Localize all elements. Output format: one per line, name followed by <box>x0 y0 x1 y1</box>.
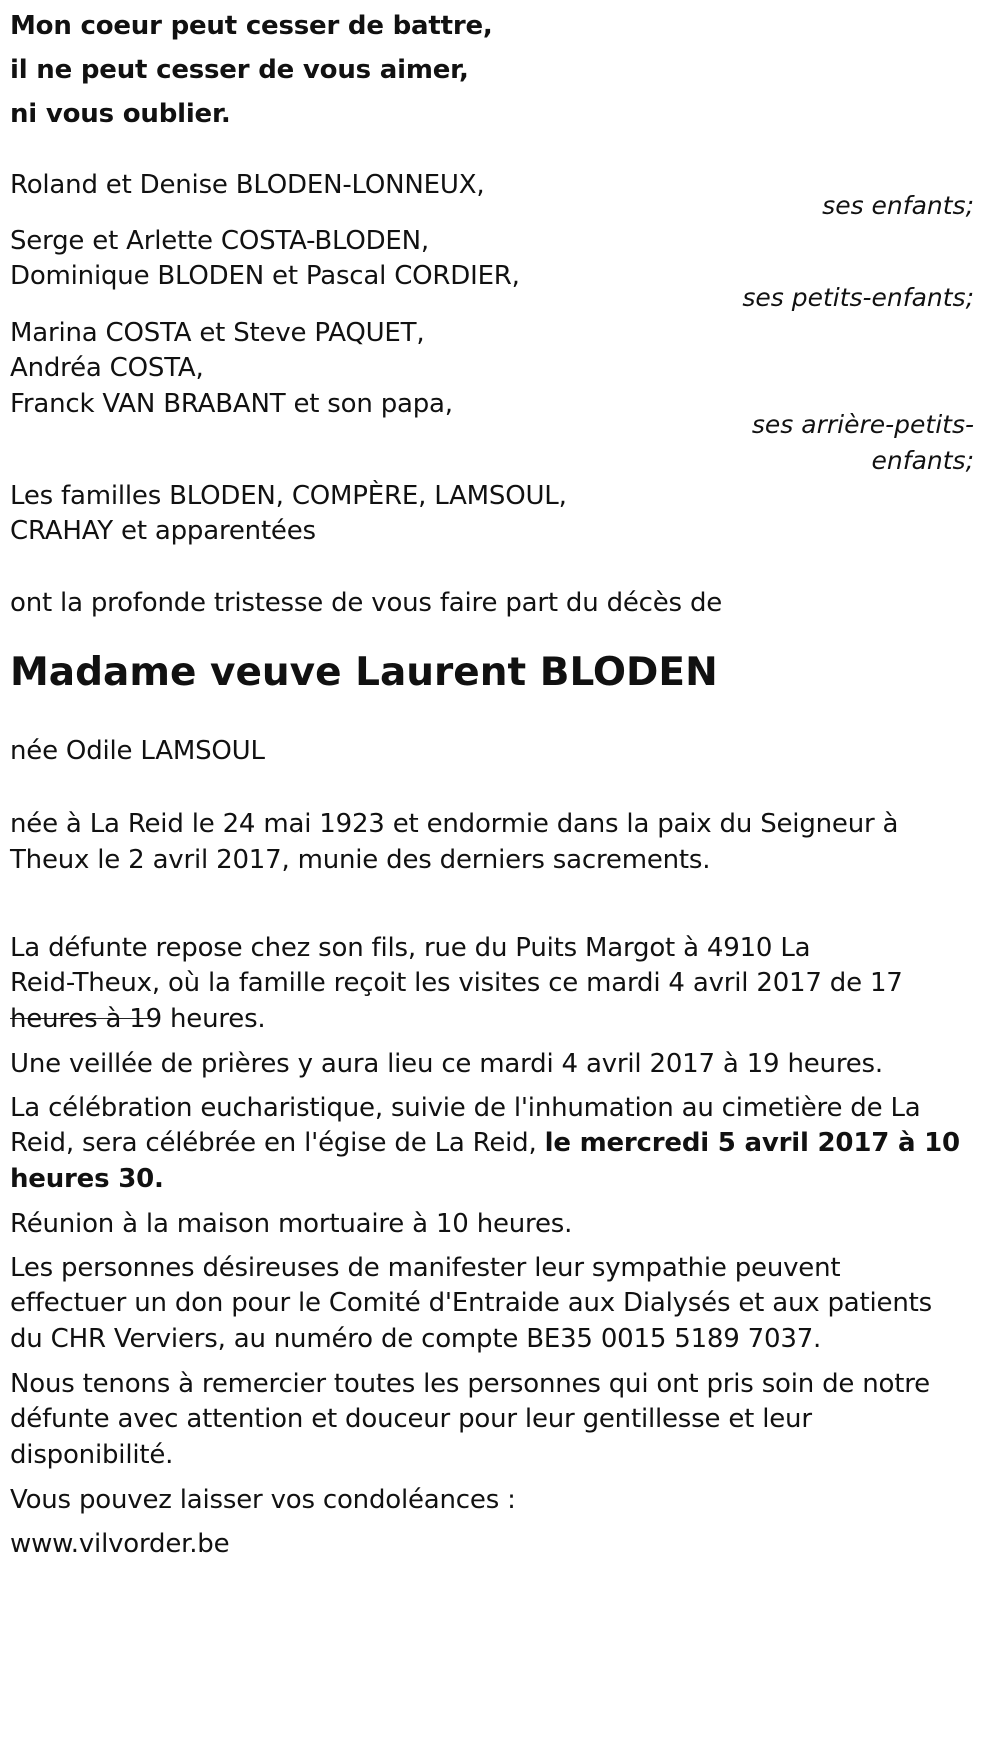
donation-line-1: Les personnes désireuses de manifester leur sympathie peuvent <box>10 1253 841 1283</box>
grandchildren-name-2: Dominique BLODEN et Pascal CORDIER, <box>10 261 520 291</box>
ceremony-line-1: La célébration eucharistique, suivie de l'inhumation au cimetière de La <box>10 1093 921 1123</box>
vigil-text: Une veillée de prières y aura lieu ce mardi 4 avril 2017 à 19 heures. <box>10 1049 883 1079</box>
great-grandchildren-name-1: Marina COSTA et Steve PAQUET, <box>10 318 425 348</box>
children-role: ses enfants; <box>822 191 974 220</box>
thanks-line-3: disponibilité. <box>10 1440 174 1470</box>
thanks-line-1: Nous tenons à remercier toutes les personnes qui ont pris soin de notre <box>10 1369 930 1399</box>
maiden-name: née Odile LAMSOUL <box>10 736 265 766</box>
poem-line-1: Mon coeur peut cesser de battre, <box>10 11 493 41</box>
details-line-2: Theux le 2 avril 2017, munie des derniers sacrements. <box>10 845 711 875</box>
grandchildren-name-1: Serge et Arlette COSTA-BLODEN, <box>10 226 429 256</box>
poem-line-2: il ne peut cesser de vous aimer, <box>10 55 469 85</box>
children-names: Roland et Denise BLODEN-LONNEUX, <box>10 170 485 200</box>
ceremony-date: le mercredi 5 avril 2017 à 10 <box>544 1128 960 1158</box>
visit-line-1: La défunte repose chez son fils, rue du Puits Margot à 4910 La <box>10 933 811 963</box>
great-grandchildren-name-2: Andréa COSTA, <box>10 353 204 383</box>
ceremony-time: heures 30. <box>10 1164 164 1194</box>
great-grandchildren-role-line-2: enfants; <box>871 446 974 475</box>
website-url[interactable]: www.vilvorder.be <box>10 1529 230 1559</box>
families-line-1: Les familles BLODEN, COMPÈRE, LAMSOUL, <box>10 481 567 511</box>
grandchildren-role: ses petits-enfants; <box>742 283 974 312</box>
donation-line-2: effectuer un don pour le Comité d'Entraide aux Dialysés et aux patients <box>10 1288 932 1318</box>
visit-line-3: heures à 19 heures. <box>10 1004 266 1034</box>
details-line-1: née à La Reid le 24 mai 1923 et endormie dans la paix du Seigneur à <box>10 809 899 839</box>
great-grandchildren-name-3: Franck VAN BRABANT et son papa, <box>10 389 453 419</box>
great-grandchildren-role-line-1: ses arrière-petits- <box>751 410 974 439</box>
donation-line-3: du CHR Verviers, au numéro de compte BE35 0015 5189 7037. <box>10 1324 822 1354</box>
deceased-name: Madame veuve Laurent BLODEN <box>10 650 718 695</box>
announcement-text: ont la profonde tristesse de vous faire part du décès de <box>10 588 723 618</box>
poem-line-3: ni vous oublier. <box>10 99 231 129</box>
ceremony-place: Reid, sera célébrée en l'égise de La Reid, <box>10 1128 545 1158</box>
reunion-text: Réunion à la maison mortuaire à 10 heures. <box>10 1209 573 1239</box>
ceremony-line-2 <box>10 1123 960 1163</box>
condolences-text: Vous pouvez laisser vos condoléances : <box>10 1485 516 1515</box>
website-link[interactable] <box>10 1524 229 1564</box>
families-line-2: CRAHAY et apparentées <box>10 516 316 546</box>
visit-line-2: Reid-Theux, où la famille reçoit les visites ce mardi 4 avril 2017 de 17 <box>10 968 903 998</box>
thanks-line-2: défunte avec attention et douceur pour leur gentillesse et leur <box>10 1404 812 1434</box>
